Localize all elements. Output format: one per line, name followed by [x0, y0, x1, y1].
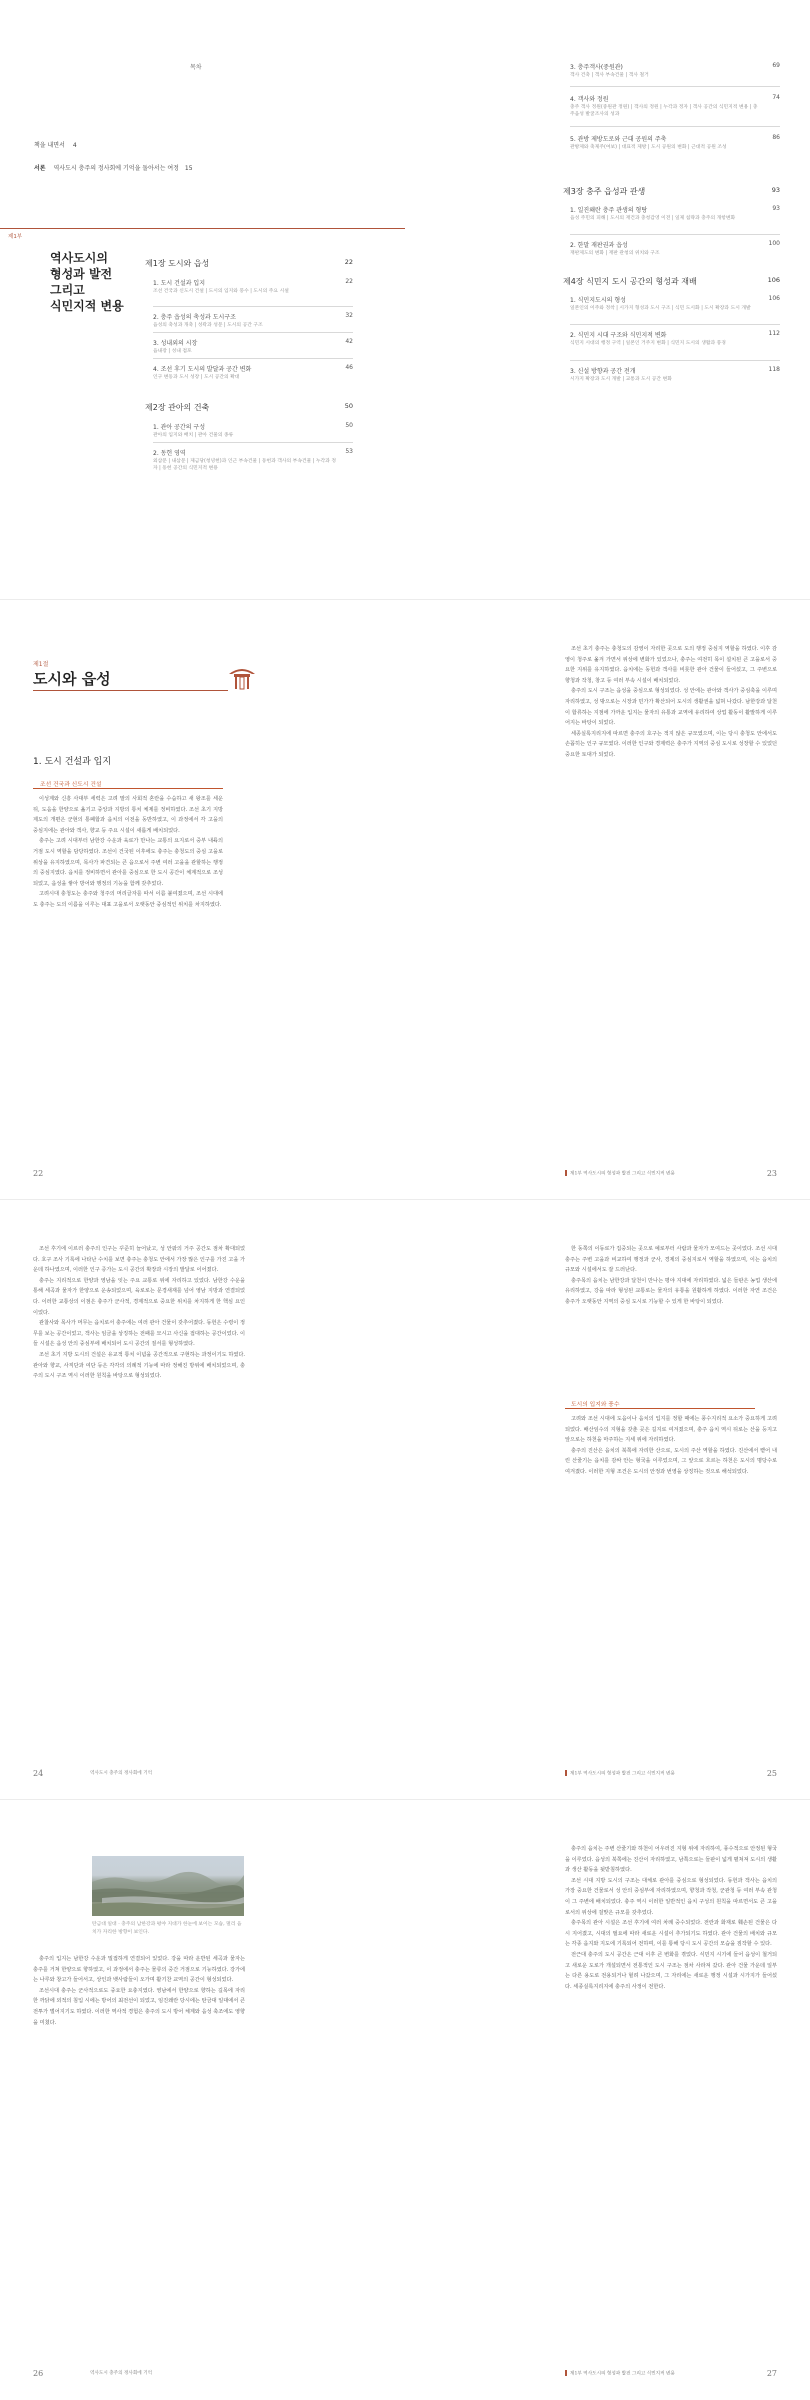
page-number: 27: [766, 2369, 777, 2378]
toc-section[interactable]: 3. 신설 방향과 공간 전개 118: [570, 366, 780, 375]
running-head: 역사도시 충주의 정사회에 기억: [90, 2371, 153, 2376]
toc-chapter-4[interactable]: 제4장 식민지 도시 공간의 형성과 재배 106: [563, 276, 780, 286]
running-head: 제1부 역사도시의 형성과 발전 그리고 식민지적 변용: [565, 2370, 675, 2377]
subheading-rule: [33, 788, 223, 789]
running-head: 제1부 역사도시의 형성과 발전 그리고 식민지적 변용: [565, 1170, 675, 1177]
toc-section-sub: 시가지 확장과 도시 개발 | 교통과 도시 공간 변화: [570, 377, 672, 382]
heading-1: 1. 도시 건설과 입지: [33, 757, 112, 767]
toc-rule: [570, 86, 780, 87]
toc-rule: [570, 234, 780, 235]
body-text: 충주의 읍치는 주변 산줄기와 하천이 어우러진 지형 위에 자리하여, 풍수적으로 안정된 형국을 이루었다. 읍성의 북쪽에는 진산이 자리하였고, 남쪽으로는 들판이 넓게 펼쳐져 도시의 생활과 생산 활동을 뒷받침하였다. 조선 시대 지방 도시의 구조는 대체로 관아를 중심으로 형성되었다. 동헌과 객사는 읍치의 가장 중요한 건물로서 성 안의 중심부에 자리하였으며, 향청과 작청, 군관청 등 여러 부속 관청이 그 주변에 배치되었다. 충주 역시 이러한 일반적인 읍치 구성의 원칙을 따르면서도 큰 고을로서의 위상에 걸맞은 규모를 갖추었다. 충주목의 관아 시설은 조선 후기에 여러 차례 중수되었다. 전란과 화재로 훼손된 건물은 다시 지어졌고, 시대의 필요에 따라 새로운 시설이 추가되기도 하였다. 관아 건물의 배치와 규모는 각종 읍지와 지도에 기록되어 전하며, 이를 통해 당시 도시 공간의 모습을 짐작할 수 있다. 전근대 충주의 도시 공간은 근대 이후 큰 변화를 겪었다. 식민지 시기에 들어 읍성이 철거되고 새로운 도로가 개설되면서 전통적인 도시 구조는 점차 사라져 갔다. 관아 건물 가운데 일부는 다른 용도로 전용되거나 헐려 나갔으며, 그 자리에는 새로운 행정 시설과 시가지가 들어섰다. 세종실록지리지에 충주의 사정이 전한다.: [565, 1846, 777, 1990]
body-text: 조선 초기 충주는 충청도의 감영이 자리한 곳으로 도의 행정 중심지 역할을 하였다. 이후 감영이 청주로 옮겨 가면서 위상에 변화가 있었으나, 충주는 여전히 목이 설치된 큰 고을로서 중요한 지위를 유지하였다. 읍치에는 동헌과 객사를 비롯한 관아 건물이 들어섰고, 그 주변으로 향청과 작청, 창고 등 여러 부속 시설이 배치되었다. 충주의 도시 구조는 읍성을 중심으로 형성되었다. 성 안에는 관아와 객사가 중심축을 이루며 자리하였고, 성 밖으로는 시장과 민가가 확산되어 도시의 생활권을 넓혀 나갔다. 남한강과 달천이 합류하는 지점에 가까운 입지는 물자의 유통과 교역에 유리하여 상업 활동이 활발하게 이루어지는 바탕이 되었다. 세종실록지리지에 따르면 충주의 호구는 적지 않은 규모였으며, 이는 당시 충청도 안에서도 손꼽히는 인구 규모였다. 이러한 인구와 경제력은 충주가 지역의 중심 도시로 성장할 수 있었던 중요한 토대가 되었다.: [565, 646, 777, 758]
toc-section-sub: 관방제와 축제주(여보) | 대표적 제방 | 도시 공원의 변화 | 근대적 공원 조성: [570, 145, 727, 150]
title-rule: [33, 690, 228, 691]
toc-section-sub: 재판제도의 변화 | 재판 관청의 위치와 구조: [570, 251, 660, 256]
toc-section[interactable]: 2. 식민지 시대 구조와 식민지적 변화 112: [570, 330, 780, 339]
page-number: 24: [33, 1769, 44, 1778]
toc-section-sub: 읍성의 축성과 개축 | 성곽과 성문 | 도시의 공간 구조: [153, 323, 263, 328]
page-24: [0, 1200, 405, 1800]
hanok-roof-icon: [228, 662, 256, 692]
running-head-mark: [565, 1170, 567, 1176]
toc-section[interactable]: 2. 한말 재판권과 읍성 100: [570, 240, 780, 249]
toc-section[interactable]: 4. 객사와 정원 74: [570, 94, 780, 103]
section-label: 제1절: [33, 661, 49, 668]
body-text: 조선 후기에 이르러 충주의 인구는 꾸준히 늘어났고, 성 안팎의 거주 공간도 점차 확대되었다. 호구 조사 기록에 나타난 수치를 보면 충주는 충청도 안에서 가장 많은 인구를 가진 고을 가운데 하나였으며, 이러한 인구 증가는 도시 공간의 확장과 시장의 발달로 이어졌다. 충주는 지리적으로 한양과 영남을 잇는 주요 교통로 위에 자리하고 있었다. 남한강 수운을 통해 세곡과 물자가 한양으로 운송되었으며, 육로로는 문경새재를 넘어 영남 지방과 연결되었다. 이러한 교통상의 이점은 충주가 군사적, 경제적으로 중요한 위치를 차지하게 한 핵심 요인이었다. 관찰사와 목사가 머무는 읍치로서 충주에는 여러 관아 건물이 갖추어졌다. 동헌은 수령이 정무를 보는 공간이었고, 객사는 임금을 상징하는 전패를 모시고 사신을 접대하는 공간이었다. 이들 시설은 읍성 안의 중심부에 배치되어 도시 공간의 질서를 형성하였다. 조선 초기 지방 도시의 건설은 유교적 통치 이념을 공간적으로 구현하는 과정이기도 하였다. 관아와 향교, 사직단과 여단 등은 각각의 의례적 기능에 따라 정해진 방위에 배치되었으며, 충주의 도시 구조 역시 이러한 원칙을 바탕으로 형성되었다.: [33, 1246, 245, 1380]
toc-chapter-1[interactable]: 제1장 도시와 읍성 22: [145, 258, 353, 268]
toc-rule: [570, 324, 780, 325]
toc-right-page: [405, 0, 810, 600]
body-text: 이성계와 신흥 사대부 세력은 고려 말의 사회적 혼란을 수습하고 새 왕조를 세운 뒤, 도읍을 한양으로 옮기고 중앙과 지방의 통치 체제를 정비하였다. 조선 초기 지방 제도의 개편은 군현의 통폐합과 읍치의 이전을 동반하였고, 이 과정에서 각 고을의 중심지에는 관아와 객사, 향교 등 주요 시설이 새롭게 배치되었다. 충주는 고려 시대부터 남한강 수운과 육로가 만나는 교통의 요지로서 중부 내륙의 거점 도시 역할을 담당하였다. 조선이 건국된 이후에도 충주는 충청도의 중심 고을로 위상을 유지하였으며, 목사가 파견되는 큰 읍으로서 주변 여러 고을을 관할하는 행정의 중심지였다. 읍치를 정비하면서 관아를 중심으로 한 도시 공간이 체계적으로 조성되었고, 읍성을 쌓아 방어와 행정의 기능을 함께 갖추었다. 고려시대 충청도는 충주와 청주의 머리글자를 따서 이름 붙여졌으며, 조선 시대에도 충주는 도의 이름을 이루는 대표 고을로서 오랫동안 중심적인 위치를 차지하였다.: [33, 796, 223, 908]
running-head: 제1부 역사도시의 형성과 발전 그리고 식민지적 변용: [565, 1770, 675, 1777]
spread-pages-24-25: [0, 1200, 810, 1800]
toc-section[interactable]: 5. 관방 제방도로와 근대 공원의 주축 86: [570, 134, 780, 143]
toc-section-sub: 충주 객사 정원(중원관 정원) | 객사의 정원 | 누각과 정자 | 객사 공간의 식민지적 변용 | 충주읍성 발굴조사의 성과: [570, 105, 758, 118]
toc-intro[interactable]: 서론 역사도시 충주의 정사회에 기억을 돌아서는 여정 15: [34, 165, 193, 172]
spread-pages-26-27: [0, 1800, 810, 2400]
part-divider: [0, 228, 405, 229]
toc-section-sub: 조선 건국과 신도시 건설 | 도시의 입지와 풍수 | 도시의 주요 시설: [153, 289, 289, 294]
toc-section[interactable]: 3. 충주객사(중원관) 69: [570, 62, 780, 71]
part-label: 제1부: [8, 234, 23, 240]
landscape-illustration: [92, 1856, 244, 1916]
toc-section[interactable]: 2. 충주 읍성의 축성과 도시구조 32: [153, 312, 353, 321]
toc-section-sub: 읍내장 | 성내 점포: [153, 349, 192, 354]
photo-caption: 탄금대 일대 · 충주의 남한강과 평야 지대가 한눈에 보이는 모습, 멀리 읍치가 자리한 방향이 보인다.: [92, 1922, 242, 1935]
toc-section[interactable]: 1. 일진왜란 충주 관생의 형탕 93: [570, 205, 780, 214]
running-head-mark: [565, 1770, 567, 1776]
toc-rule: [570, 126, 780, 127]
spread-toc: [0, 0, 810, 600]
toc-section[interactable]: 2. 동헌 영역 53: [153, 448, 353, 457]
spread-pages-22-23: [0, 600, 810, 1200]
part-title: 역사도시의 형성과 발전 그리고 식민지적 변용: [50, 251, 124, 313]
page-number: 26: [33, 2369, 44, 2378]
toc-section-sub: 일본인의 이주와 정착 | 시가지 형성과 도시 구조 | 식민 도시화 | 도시 확장과 도시 개발: [570, 306, 751, 311]
page-25: [405, 1200, 810, 1800]
section-title: 도시와 읍성: [33, 670, 111, 688]
toc-rule: [153, 332, 353, 333]
toc-section-sub: 식민지 시대의 행정 구역 | 일본인 거주지 변화 | 식민지 도시의 생활과 풍경: [570, 341, 726, 346]
body-text: 충주의 입지는 남한강 수운과 밀접하게 연결되어 있었다. 강을 따라 운반된 세곡과 물자는 충주를 거쳐 한양으로 향하였고, 이 과정에서 충주는 물류의 중간 거점으로 기능하였다. 강가에는 나루와 창고가 들어서고, 상인과 뱃사람들이 오가며 활기찬 교역의 공간이 형성되었다. 조선시대 충주는 군사적으로도 중요한 요충지였다. 영남에서 한양으로 향하는 길목에 자리한 까닭에 외적의 침입 시에는 방어의 최전선이 되었고, 임진왜란 당시에는 탄금대 일대에서 큰 전투가 벌어지기도 하였다. 이러한 역사적 경험은 충주의 도시 방어 체계와 읍성 축조에도 영향을 미쳤다.: [33, 1956, 245, 2026]
toc-section[interactable]: 1. 관아 공간의 구성 50: [153, 422, 353, 431]
toc-section[interactable]: 3. 성내외의 시장 42: [153, 338, 353, 347]
page-26: [0, 1800, 405, 2400]
toc-rule: [153, 358, 353, 359]
toc-left-page: [0, 0, 405, 600]
toc-rule: [570, 360, 780, 361]
toc-section[interactable]: 4. 조선 후기 도시의 발달과 공간 변화 46: [153, 364, 353, 373]
body-text-2: 고려와 조선 시대에 도읍이나 읍치의 입지를 정할 때에는 풍수지리적 요소가 중요하게 고려되었다. 배산임수의 지형을 갖춘 곳은 길지로 여겨졌으며, 충주 읍치 역시 뒤로는 산을 등지고 앞으로는 하천을 마주하는 지세 위에 자리하였다. 충주의 진산은 읍치의 북쪽에 자리한 산으로, 도시의 주산 역할을 하였다. 진산에서 뻗어 내린 산줄기는 읍치를 감싸 안는 형국을 이루었으며, 그 앞으로 흐르는 하천은 도시의 명당수로 여겨졌다. 이러한 지형 조건은 도시의 안정과 번영을 상징하는 것으로 해석되었다.: [565, 1416, 777, 1475]
toc-heading: 목차: [190, 64, 202, 71]
body-text: 한 동쪽의 이동로가 집중되는 곳으로 예로부터 사람과 물자가 모여드는 곳이었다. 조선 시대 충주는 주변 고을과 비교하여 행정과 군사, 경제의 중심지로서 역할을 하였으며, 이는 읍치의 규모와 시설에서도 잘 드러난다. 충주목의 읍치는 남한강과 달천이 만나는 평야 지대에 자리하였다. 넓은 들판은 농업 생산에 유리하였고, 강을 따라 형성된 교통로는 물자의 유통을 원활하게 하였다. 이러한 자연 조건은 충주가 오랫동안 지역의 중심 도시로 기능할 수 있게 한 바탕이 되었다.: [565, 1246, 777, 1305]
subheading: 조선 건국과 신도시 건설: [40, 782, 102, 788]
page-23: [405, 600, 810, 1200]
toc-section-sub: 외삼문 | 내삼문 | 제금당(청녕헌)과 인근 부속건물 | 동헌과 객사의 부속건물 | 누각과 정자 | 동헌 공간의 식민지적 변용: [153, 459, 336, 472]
page-27: [405, 1800, 810, 2400]
subheading: 도시의 입지와 풍수: [571, 1402, 620, 1408]
toc-preface[interactable]: 책을 내면서 4: [34, 142, 77, 149]
toc-chapter-2[interactable]: 제2장 관아의 건축 50: [145, 402, 353, 412]
toc-section-sub: 인구 변동과 도시 성장 | 도시 공간의 확대: [153, 375, 240, 380]
toc-section-sub: 객사 건축 | 객사 부속건물 | 객사 철거: [570, 73, 649, 78]
toc-section[interactable]: 1. 식민지도시의 형성 106: [570, 295, 780, 304]
running-head: 역사도시 충주의 정사회에 기억: [90, 1771, 153, 1776]
landscape-photo: [92, 1856, 244, 1916]
page-number: 23: [766, 1169, 777, 1178]
page-number: 22: [33, 1169, 44, 1178]
toc-rule: [153, 442, 353, 443]
toc-section-sub: 관아의 입지와 배치 | 관아 건물의 종류: [153, 433, 234, 438]
toc-section[interactable]: 1. 도시 건설과 입지 22: [153, 278, 353, 287]
page-22: [0, 600, 405, 1200]
page-number: 25: [766, 1769, 777, 1778]
toc-chapter-3[interactable]: 제3장 충주 읍성과 관생 93: [563, 186, 780, 196]
running-head-mark: [565, 2370, 567, 2376]
toc-rule: [153, 306, 353, 307]
subheading-rule: [565, 1408, 755, 1409]
toc-section-sub: 읍성 주민의 피해 | 도시의 재건과 충청감영 이전 | 일제 침략과 충주의 개항변화: [570, 216, 736, 221]
